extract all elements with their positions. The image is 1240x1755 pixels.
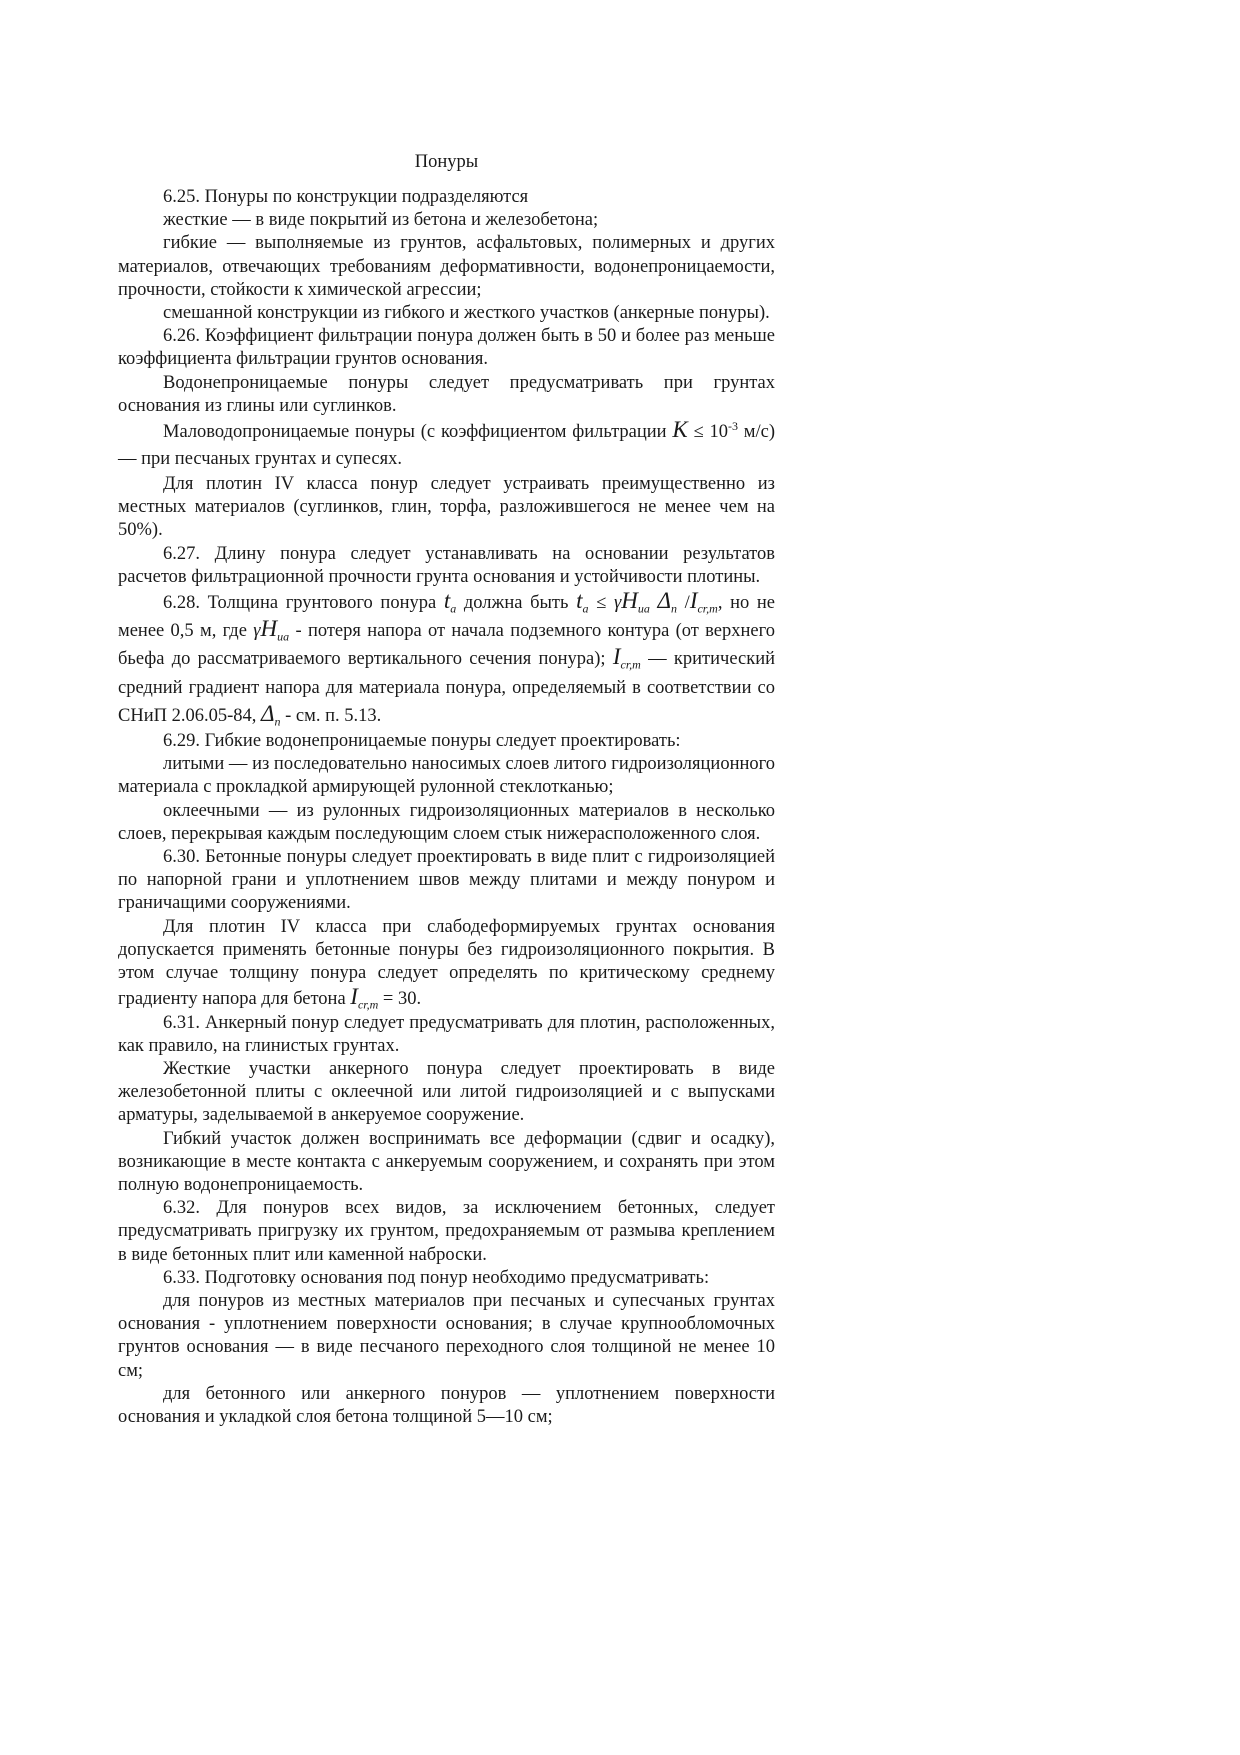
paragraph-low-permeability: [118, 418, 775, 473]
subscript: a: [450, 601, 457, 616]
subscript: n: [671, 601, 678, 616]
subscript: ua: [277, 629, 290, 644]
subscript: ua: [637, 601, 650, 616]
paragraph-flexible-anchor: Гибкий участок должен воспринимать все деформации (сдвиг и осадку), возникающие в месте контакта с анкеруемым сооружением, и сохранять при этом полную водонепроницаемость.: [118, 1128, 775, 1195]
list-item-cast: литыми — из последовательно наносимых слоев литого гидроизоляционного материала с прокладкой армирующей рулонной стеклотканью;: [118, 754, 775, 798]
text-run: Для плотин IV класса при слабодеформируемых грунтах основания допускается применять бетонные понуры без гидроизоляционного покрытия. В этом случае толщину понура следует определять по критическому среднему градиенту напора для бетона: [118, 916, 775, 1010]
text-run: 6.28. Толщина грунтового понура: [163, 593, 444, 614]
formula-gamma: γ: [613, 593, 622, 614]
text-run: , но не менее 0,5 м, где: [118, 593, 776, 642]
text-run: ≤: [588, 593, 614, 614]
text-run: Маловодопроницаемые понуры (с коэффициентом фильтрации: [163, 422, 673, 443]
text-run: [650, 593, 658, 613]
paragraph-6-30: 6.30. Бетонные понуры следует проектировать в виде плит с гидроизоляцией по напорной грани и уплотнением швов между плитами и между понуром и граничащими сооружениями.: [118, 847, 775, 914]
document-body: [118, 186, 775, 1429]
section-title: Понуры: [414, 152, 479, 172]
formula-gamma: γ: [253, 621, 261, 642]
paragraph-waterproof: Водонепроницаемые понуры следует предусматривать при грунтах основания из глины или суглинков.: [118, 372, 775, 416]
text-run: должна быть: [456, 593, 577, 614]
subscript: a: [582, 601, 589, 616]
formula-delta: Δ: [261, 700, 275, 726]
text-run: /: [677, 593, 690, 614]
paragraph-6-27: 6.27. Длину понура следует устанавливать на основании результатов расчетов фильтрационной прочности грунта основания и устойчивости плотины.: [118, 543, 775, 587]
list-item-rigid: жесткие — в виде покрытий из бетона и железобетона;: [163, 210, 599, 231]
text-run: = 30.: [378, 989, 422, 1010]
text-run: м/с) — при песчаных грунтах и супесях.: [118, 422, 776, 470]
text-run: - см. п. 5.13.: [280, 705, 382, 726]
list-item-concrete-anchor: для бетонного или анкерного понуров — уплотнением поверхности основания и укладкой слоя бетона толщиной 5—10 см;: [118, 1383, 775, 1427]
text-run: ≤ 10: [687, 422, 728, 443]
paragraph-6-31: 6.31. Анкерный понур следует предусматривать для плотин, расположенных, как правило, на глинистых грунтах.: [118, 1012, 775, 1056]
formula-t: t: [576, 588, 583, 614]
formula-h: H: [621, 588, 638, 614]
subscript: cr,m: [697, 601, 718, 616]
formula-i: I: [350, 984, 358, 1010]
formula-i: I: [689, 588, 698, 614]
paragraph-rigid-anchor: Жесткие участки анкерного понура следует проектировать в виде железобетонной плиты с оклеечной или литой гидроизоляцией и с выпусками арматуры, заделываемой в анкеруемое сооружение.: [118, 1058, 775, 1126]
paragraph-6-29: 6.29. Гибкие водонепроницаемые понуры следует проектировать:: [163, 731, 681, 752]
formula-t: t: [443, 588, 451, 614]
exponent: -3: [727, 418, 738, 433]
formula-delta: Δ: [657, 588, 672, 614]
paragraph-concrete-class-iv: [118, 916, 775, 1012]
paragraph-6-33: 6.33. Подготовку основания под понур необходимо предусматривать:: [163, 1267, 710, 1288]
subscript: n: [274, 714, 281, 729]
formula-k: K: [672, 417, 688, 443]
list-item-mixed: смешанной конструкции из гибкого и жесткого участков (анкерные понуры).: [163, 303, 770, 324]
subscript: cr,m: [620, 658, 641, 673]
paragraph-6-28: [118, 589, 775, 730]
paragraph-6-32: 6.32. Для понуров всех видов, за исключением бетонных, следует предусматривать пригрузку их грунтом, предохраняемым от размыва креплением в виде бетонных плит или каменной наброски.: [118, 1198, 775, 1265]
paragraph-class-iv: Для плотин IV класса понур следует устраивать преимущественно из местных материалов (суглинков, глин, торфа, разложившегося не менее чем на 50%).: [118, 474, 775, 541]
formula-i: I: [612, 644, 621, 670]
list-item-local-materials: для понуров из местных материалов при песчаных и супесчаных грунтах основания - уплотнением поверхности основания; в случае крупнообломочных грунтов основания — в виде песчаного переходного слоя толщиной не менее 10 см;: [118, 1290, 775, 1381]
subscript: cr,m: [357, 997, 379, 1012]
text-run: - потеря напора от начала подземного контура (от верхнего бьефа до рассматриваемого вертикального сечения понура);: [118, 621, 775, 670]
list-item-flexible: гибкие — выполняемые из грунтов, асфальтовых, полимерных и других материалов, отвечающих требованиям деформативности, водонепроницаемости, прочности, стойкости к химической агрессии;: [118, 233, 775, 300]
paragraph-6-25: 6.25. Понуры по конструкции подразделяются: [163, 187, 529, 207]
paragraph-6-26: 6.26. Коэффициент фильтрации понура должен быть в 50 и более раз меньше коэффициента фильтрации грунтов основания.: [118, 326, 775, 370]
formula-h: H: [260, 616, 278, 642]
text-run: — критический средний градиент напора для материала понура, определяемый в соответствии со СНиП 2.06.05-84,: [118, 649, 775, 726]
list-item-glued: оклеечными — из рулонных гидроизоляционных материалов в несколько слоев, перекрывая каждым последующим слоем стык нижерасположенного слоя.: [118, 800, 775, 844]
